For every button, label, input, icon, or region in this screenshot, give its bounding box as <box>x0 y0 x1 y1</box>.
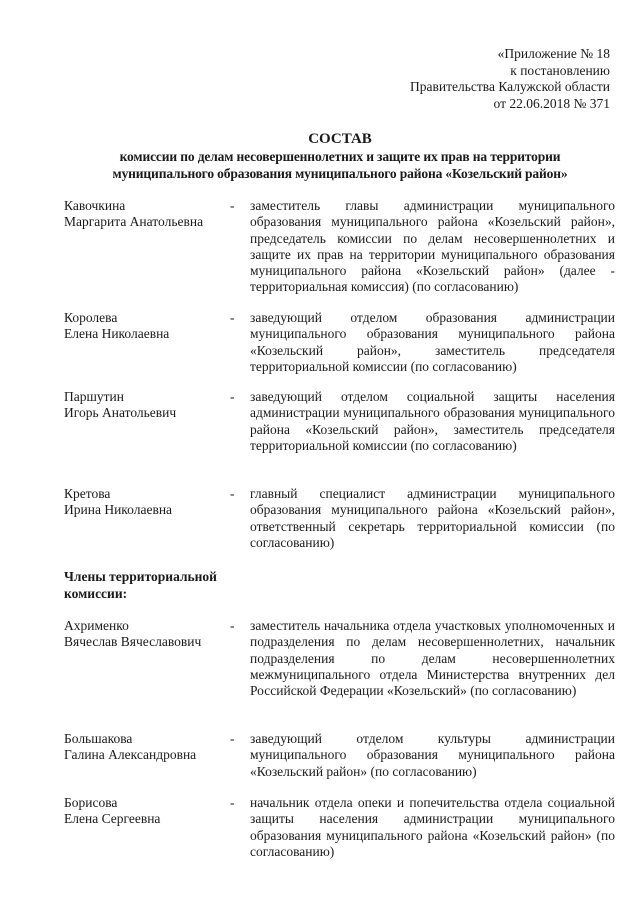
dash-separator: - <box>230 198 235 213</box>
member-surname: Большакова <box>64 731 133 746</box>
member-given-names: Елена Сергеевна <box>64 811 161 827</box>
member-position: начальник отдела опеки и попечительства отдела социальной защиты населения администрации муниципального образования муниципального района «Козельский район» (по согласованию) <box>250 795 615 859</box>
dash-separator: - <box>230 486 235 501</box>
member-position: заведующий отделом культуры администрации муниципального образования муниципального района «Козельский район» (по согласованию) <box>250 731 615 779</box>
document-title <box>60 130 620 182</box>
member-position: заместитель главы администрации муниципального образования муниципального района «Козельский район», председатель комиссии по делам несовершеннолетних и защите их прав на территории муниципального образования муниципального района «Козельский район» (далее - территориальная комиссия) (по согласованию) <box>250 198 615 295</box>
member-given-names: Маргарита Анатольевна <box>64 214 204 230</box>
member-name <box>64 486 234 519</box>
member-position: главный специалист администрации муниципального образования муниципального района «Козельский район», ответственный секретарь территориальной комиссии (по согласованию) <box>250 486 615 550</box>
title-line-2: муниципального образования муниципального района «Козельский район» <box>112 166 568 181</box>
annex-date: от 22.06.2018 № 371 <box>493 95 610 111</box>
annex-ref: к постановлению <box>510 62 610 78</box>
member-given-names: Елена Николаевна <box>64 326 170 342</box>
members-heading <box>64 569 217 602</box>
title-main: СОСТАВ <box>308 131 372 147</box>
member-position: заведующий отделом социальной защиты населения администрации муниципального образования муниципального района «Козельский район», заместитель председателя территориальной комиссии (по согласованию) <box>250 389 615 453</box>
member-surname: Ахрименко <box>64 618 129 633</box>
member-name <box>64 389 234 422</box>
members-heading-line-2: комиссии: <box>64 585 128 601</box>
member-position: заведующий отделом образования администрации муниципального образования муниципального района «Козельский район», заместитель председателя территориальной комиссии (по согласованию) <box>250 310 615 374</box>
member-name <box>64 198 234 231</box>
member-name <box>64 618 234 651</box>
member-given-names: Вячеслав Вячеславович <box>64 634 202 650</box>
dash-separator: - <box>230 310 235 325</box>
members-heading-line-1: Члены территориальной <box>64 569 217 584</box>
member-surname: Кавочкина <box>64 198 126 213</box>
dash-separator: - <box>230 731 235 746</box>
member-given-names: Игорь Анатольевич <box>64 405 177 421</box>
member-surname: Кретова <box>64 486 111 501</box>
dash-separator: - <box>230 795 235 810</box>
member-given-names: Галина Александровна <box>64 747 197 763</box>
member-name <box>64 731 234 764</box>
member-name <box>64 795 234 828</box>
annex-number: «Приложение № 18 <box>497 46 610 61</box>
member-name <box>64 310 234 343</box>
annex-header <box>410 46 610 112</box>
member-given-names: Ирина Николаевна <box>64 502 173 518</box>
annex-issuer: Правительства Калужской области <box>409 79 610 94</box>
member-surname: Королева <box>64 310 118 325</box>
member-position: заместитель начальника отдела участковых уполномоченных и подразделения по делам несовершеннолетних, начальник подразделения по делам несовершеннолетних межмуниципального отдела Министерства внутренних дел Российской Федерации «Козельский» (по согласованию) <box>250 618 615 699</box>
member-surname: Паршутин <box>64 389 124 404</box>
member-surname: Борисова <box>64 795 118 810</box>
dash-separator: - <box>230 389 235 404</box>
dash-separator: - <box>230 618 235 633</box>
title-line-1: комиссии по делам несовершеннолетних и защите их прав на территории <box>119 149 561 164</box>
